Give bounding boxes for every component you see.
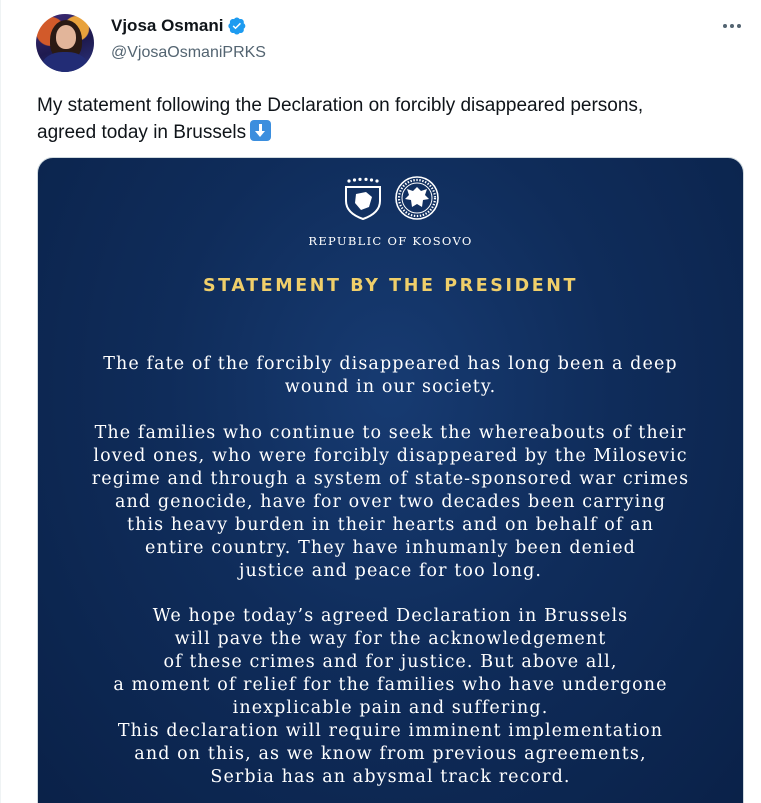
statement-line: wound in our society.: [284, 377, 497, 397]
statement-image[interactable]: [37, 157, 744, 803]
statement-line: justice and peace for too long.: [238, 561, 543, 581]
statement-line: entire country. They have inhumanly been denied: [145, 538, 636, 558]
statement-line: and genocide, have for over two decades been carrying: [114, 492, 667, 512]
statement-line: The families who continue to seek the whereabouts of their: [94, 423, 687, 443]
author-handle[interactable]: @VjosaOsmaniPRKS: [111, 44, 266, 61]
down-arrow-emoji-icon: [250, 120, 271, 141]
avatar[interactable]: [36, 14, 94, 72]
tweet-text-line: agreed today in Brussels: [37, 122, 247, 143]
statement-line: We hope today’s agreed Declaration in Brussels: [152, 606, 629, 626]
statement-line: The fate of the forcibly disappeared has long been a deep: [103, 354, 678, 374]
presidential-seal-icon: [394, 175, 440, 221]
statement-paragraph: [38, 353, 743, 399]
statement-line: this heavy burden in their hearts and on behalf of an: [126, 515, 654, 535]
more-dot: [730, 24, 734, 28]
more-dot: [723, 24, 727, 28]
emblems: [38, 175, 743, 221]
statement-line: loved ones, who were forcibly disappeared by the Milosevic: [93, 446, 688, 466]
statement-line: Serbia has an abysmal track record.: [210, 767, 571, 787]
statement-line: This declaration will require imminent implementation: [117, 721, 664, 741]
statement-line: will pave the way for the acknowledgement: [174, 629, 607, 649]
statement-paragraph: [38, 605, 743, 789]
author-name-row: [111, 16, 246, 36]
author-display-name[interactable]: Vjosa Osmani: [111, 16, 224, 35]
avatar-face: [56, 25, 76, 49]
statement-line: of these crimes and for justice. But above all,: [163, 652, 618, 672]
statement-line: a moment of relief for the families who have undergone: [113, 675, 668, 695]
kosovo-coat-of-arms-icon: [342, 175, 384, 221]
timeline-divider: [0, 0, 1, 803]
avatar-body: [42, 52, 88, 72]
more-options-icon[interactable]: [717, 14, 747, 38]
statement-body: [38, 353, 743, 789]
statement-title: STATEMENT BY THE PRESIDENT: [202, 276, 579, 296]
statement-line: and on this, as we know from previous agreements,: [134, 744, 647, 764]
more-dot: [737, 24, 741, 28]
statement-line: regime and through a system of state-sponsored war crimes: [91, 469, 690, 489]
statement-paragraph: [38, 422, 743, 583]
verified-badge-icon[interactable]: [228, 17, 246, 35]
statement-line: inexplicable pain and suffering.: [232, 698, 549, 718]
republic-header: REPUBLIC OF KOSOVO: [308, 234, 473, 248]
tweet-text: [37, 92, 752, 146]
tweet-text-line: My statement following the Declaration on forcibly disappeared persons,: [37, 95, 644, 116]
